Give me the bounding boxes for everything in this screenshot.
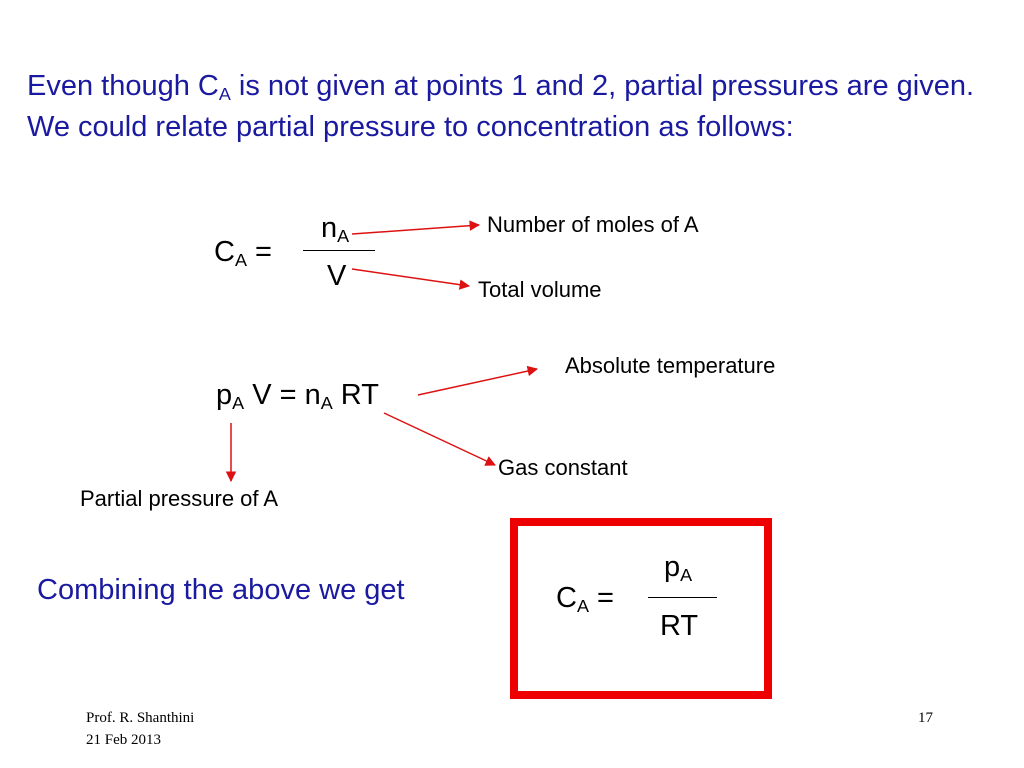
eq1-numerator-symbol: n xyxy=(321,212,338,244)
footer-author: Prof. R. Shanthini xyxy=(86,710,195,726)
combining-text: Combining the above we get xyxy=(37,574,405,606)
annotation-temperature: Absolute temperature xyxy=(565,353,776,378)
eq1-denominator: V xyxy=(327,260,347,292)
eq1-lhs-symbol: C xyxy=(214,236,235,268)
footer-date: 21 Feb 2013 xyxy=(86,732,161,748)
eq3-lhs-subscript: A xyxy=(576,596,589,617)
annotation-volume: Total volume xyxy=(478,277,602,302)
annotation-moles: Number of moles of A xyxy=(487,212,699,237)
eq2-n-subscript: A xyxy=(320,393,333,414)
eq3-lhs-symbol: C xyxy=(556,582,577,614)
eq2-rt: RT xyxy=(332,379,379,411)
slide-number: 17 xyxy=(918,710,933,726)
arrow-to-moles xyxy=(352,225,479,234)
annotation-gas-constant: Gas constant xyxy=(498,455,628,480)
eq3-numerator-subscript: A xyxy=(680,565,693,586)
eq3-equals: = xyxy=(588,582,614,614)
eq3-denominator: RT xyxy=(660,610,699,642)
intro-text-start: Even though C xyxy=(27,70,219,102)
eq3-numerator-symbol: p xyxy=(664,551,681,583)
eq3-fraction-line xyxy=(648,597,717,598)
intro-subscript: A xyxy=(218,84,231,105)
intro-text-line1-end: is not given at points 1 and 2, partial pressures xyxy=(230,70,839,102)
intro-text-rest: are given. We could relate partial pressure to concentration as follows: xyxy=(27,70,975,143)
eq2-p-subscript: A xyxy=(232,393,245,414)
annotation-partial-pressure: Partial pressure of A xyxy=(80,486,279,511)
arrow-to-gas-constant xyxy=(384,413,495,465)
eq1-lhs-subscript: A xyxy=(234,250,247,271)
eq3-numerator xyxy=(664,551,693,586)
eq2-n-symbol: n xyxy=(304,379,321,411)
eq3-lhs xyxy=(556,582,614,617)
eq1-equals: = xyxy=(246,236,272,268)
eq2-p-symbol: p xyxy=(216,379,233,411)
eq2-v-equals: V = xyxy=(244,379,305,411)
arrow-to-volume xyxy=(352,269,469,286)
arrow-to-temperature xyxy=(418,369,537,395)
result-box xyxy=(510,518,772,699)
eq1-numerator-subscript: A xyxy=(337,226,350,247)
